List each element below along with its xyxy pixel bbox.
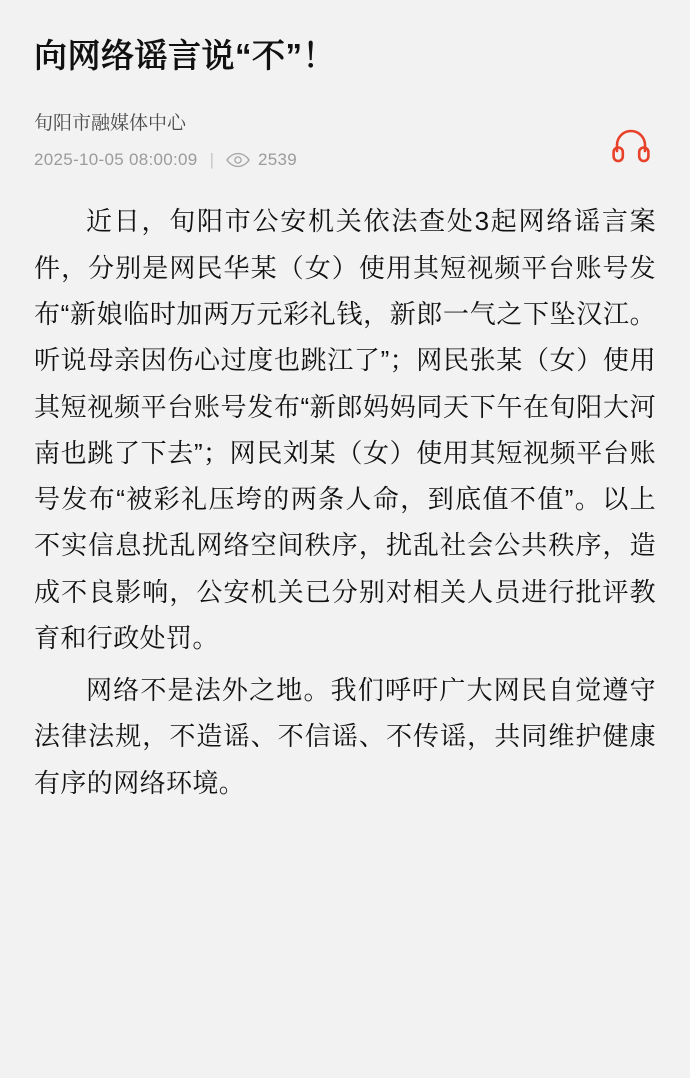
page-title: 向网络谣言说“不”！ bbox=[34, 37, 336, 74]
publish-timestamp: 2025-10-05 08:00:09 bbox=[34, 149, 198, 169]
eye-icon bbox=[226, 152, 250, 168]
article-body bbox=[34, 198, 656, 805]
view-count: 2539 bbox=[257, 149, 298, 169]
article-source: 旬阳市融媒体中心 bbox=[34, 112, 187, 134]
meta-row bbox=[34, 147, 656, 173]
meta-separator: | bbox=[209, 149, 214, 169]
article-meta bbox=[34, 109, 656, 173]
article-paragraph: 近日，旬阳市公安机关依法查处3起网络谣言案件，分别是网民华某（女）使用其短视频平台账号发布“新娘临时加两万元彩礼钱，新郎一气之下坠汉江。听说母亲因伤心过度也跳江了”；网民张某（女）使用其短视频平台账号发布“新郎妈妈同天下午在旬阳大河南也跳了下去”；网民刘某（女）使用其短视频平台账号发布“被彩礼压垮的两条人命，到底值不值”。以上不实信息扰乱网络空间秩序，扰乱社会公共秩序，造成不良影响，公安机关已分别对相关人员进行批评教育和行政处罚。 bbox=[34, 206, 656, 653]
headphone-icon[interactable] bbox=[608, 123, 654, 167]
article-paragraph: 网络不是法外之地。我们呼吁广大网民自觉遵守法律法规，不造谣、不信谣、不传谣，共同维护健康有序的网络环境。 bbox=[34, 675, 656, 798]
